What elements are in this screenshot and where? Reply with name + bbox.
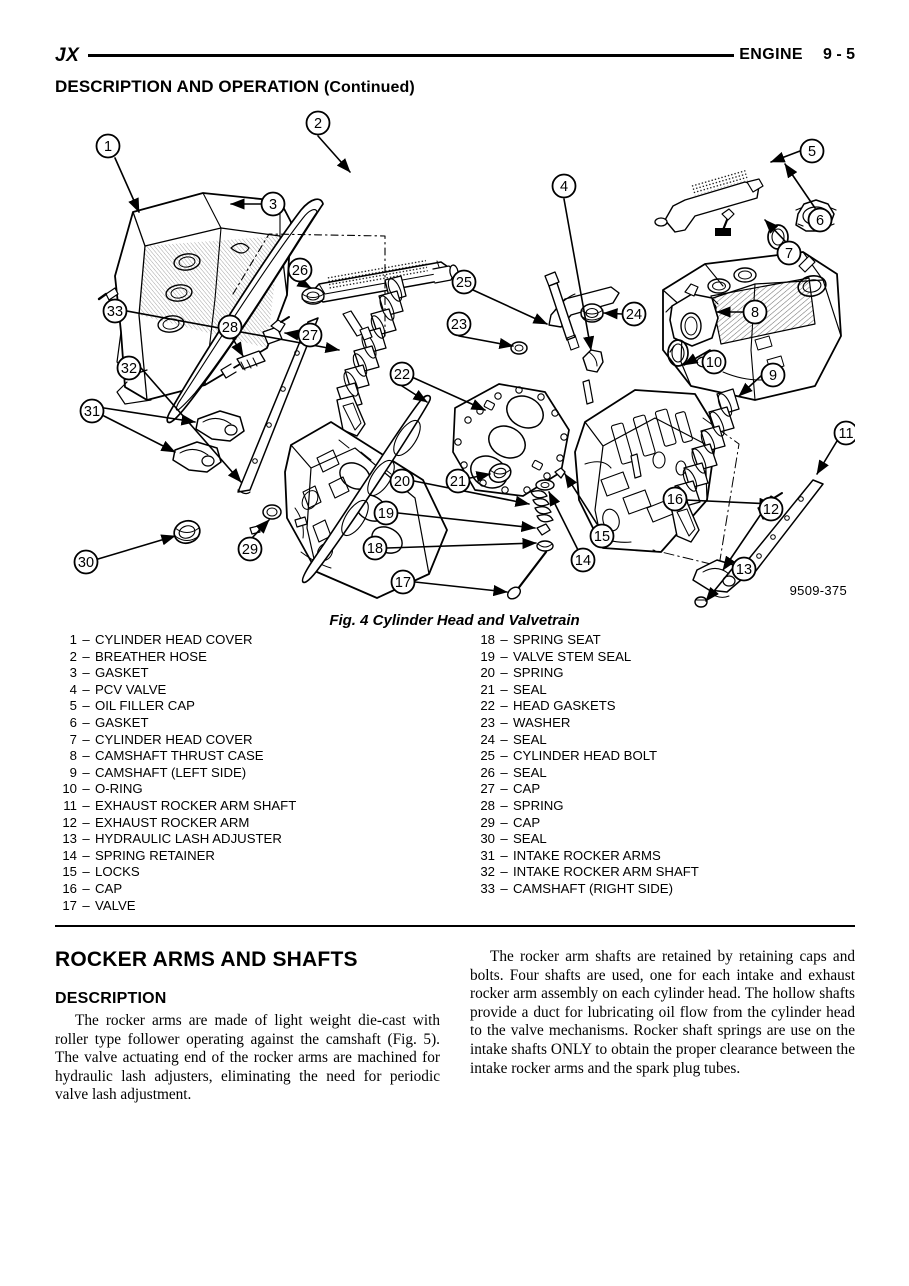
parts-legend-dash: – (82, 797, 90, 813)
parts-legend-label: LOCKS (95, 864, 140, 880)
parts-legend-number: 10 (62, 781, 77, 797)
parts-legend-number: 19 (480, 648, 495, 664)
callout-number: 8 (750, 305, 760, 322)
parts-legend-dash: – (82, 764, 90, 780)
parts-legend-dash: – (82, 864, 90, 880)
callout-18 (364, 537, 387, 560)
parts-legend-number: 2 (69, 648, 77, 664)
page-number: 9 - 5 (822, 46, 855, 63)
callout-13 (733, 558, 756, 581)
parts-legend-item (55, 665, 296, 682)
parts-legend-number: 5 (69, 698, 77, 714)
callout-number: 23 (450, 317, 468, 334)
callout-number: 1 (103, 139, 113, 156)
parts-legend-item (473, 798, 699, 815)
parts-legend-item (473, 864, 699, 881)
parts-legend-label: SPRING RETAINER (95, 847, 215, 863)
callout-4 (553, 175, 576, 198)
callout-29 (239, 538, 262, 561)
parts-legend-label: O-RING (95, 781, 143, 797)
parts-legend-label: CAMSHAFT (RIGHT SIDE) (513, 880, 673, 896)
callout-number: 32 (120, 361, 138, 378)
callout-number: 19 (377, 506, 395, 523)
callout-9 (762, 364, 785, 387)
callout-20 (391, 470, 414, 493)
parts-legend-number: 21 (480, 681, 495, 697)
callout-number: 20 (393, 474, 411, 491)
part-washer-23 (511, 342, 527, 354)
callout-number: 21 (449, 474, 467, 491)
parts-legend-number: 3 (69, 665, 77, 681)
parts-legend-dash: – (500, 797, 508, 813)
parts-legend-column-left (55, 632, 296, 914)
parts-legend-dash: – (82, 632, 90, 647)
parts-legend-item (473, 781, 699, 798)
parts-legend-dash: – (82, 731, 90, 747)
parts-legend-label: CYLINDER HEAD COVER (95, 632, 253, 647)
parts-legend-label: GASKET (95, 665, 149, 681)
callout-31 (81, 400, 104, 423)
part-pcv-hose-upper (655, 169, 763, 232)
text-column-left (55, 948, 440, 1105)
callout-24 (623, 303, 646, 326)
part-camshaft-right (337, 276, 406, 436)
callout-number: 27 (301, 328, 319, 345)
parts-legend-item (473, 848, 699, 865)
part-pcv-valve (583, 350, 603, 372)
parts-legend-number: 8 (69, 748, 77, 764)
callout-27 (299, 324, 322, 347)
parts-legend-label: CYLINDER HEAD COVER (95, 731, 253, 747)
legend-divider-rule (55, 925, 855, 927)
parts-legend-item (55, 881, 296, 898)
parts-legend-dash: – (500, 714, 508, 730)
callout-15 (591, 525, 614, 548)
callout-number: 24 (625, 307, 643, 324)
header-rule (88, 54, 734, 57)
parts-legend-number: 11 (63, 797, 77, 813)
parts-legend-dash: – (500, 781, 508, 797)
figure-caption: Fig. 4 Cylinder Head and Valvetrain (329, 612, 580, 629)
parts-legend-number: 29 (480, 814, 495, 830)
parts-legend-item (473, 632, 699, 649)
parts-legend-dash: – (500, 847, 508, 863)
callout-number: 6 (815, 213, 825, 230)
callout-25 (453, 271, 476, 294)
parts-legend-label: EXHAUST ROCKER ARM (95, 814, 250, 830)
callout-number: 4 (559, 179, 569, 196)
section-heading-text: DESCRIPTION AND OPERATION (55, 77, 320, 96)
parts-legend-item (473, 649, 699, 666)
parts-legend-dash: – (500, 831, 508, 847)
callout-number: 33 (106, 304, 124, 321)
parts-legend-label: SEAL (513, 831, 547, 847)
callout-number: 3 (268, 197, 278, 214)
parts-legend-item (473, 831, 699, 848)
parts-legend-label: CYLINDER HEAD BOLT (513, 748, 658, 764)
callout-number: 9 (768, 368, 778, 385)
parts-legend-number: 33 (480, 880, 495, 896)
paragraph-rocker-arms: The rocker arms are made of light weight die-cast with roller type follower operating against the camshaft (Fig. 5). The valve actuating end of the rocker arms are machined for hydraulic lash adjusters, eliminating the need for periodic valve lash adjustment. (55, 1012, 440, 1104)
parts-legend-label: BREATHER HOSE (95, 648, 207, 664)
callout-16 (664, 488, 687, 511)
section-heading (55, 77, 415, 97)
section-continued-label: (Continued) (323, 79, 415, 96)
parts-legend-dash: – (500, 764, 508, 780)
parts-legend-number: 28 (480, 797, 495, 813)
parts-legend-number: 12 (62, 814, 77, 830)
parts-legend-dash: – (82, 648, 90, 664)
parts-legend-number: 23 (480, 714, 495, 730)
parts-legend-dash: – (500, 681, 508, 697)
parts-legend-number: 16 (62, 880, 77, 896)
callout-number: 12 (762, 502, 780, 519)
parts-legend-item (55, 765, 296, 782)
callout-7 (778, 242, 801, 265)
parts-legend-label: INTAKE ROCKER ARM SHAFT (513, 864, 699, 880)
parts-legend-item (473, 732, 699, 749)
parts-legend-label: SEAL (513, 681, 547, 697)
parts-legend-number: 20 (480, 665, 495, 681)
parts-legend-dash: – (82, 714, 90, 730)
parts-legend-dash: – (82, 698, 90, 714)
parts-legend-item (55, 831, 296, 848)
parts-legend-item (55, 715, 296, 732)
part-bolt-small-top (715, 209, 734, 236)
callout-8 (744, 301, 767, 324)
parts-legend-dash: – (82, 897, 90, 913)
parts-legend-item (55, 798, 296, 815)
callout-14 (572, 549, 595, 572)
parts-legend-item (473, 698, 699, 715)
parts-legend-label: SEAL (513, 764, 547, 780)
callout-number: 5 (807, 144, 817, 161)
parts-legend-number: 13 (62, 831, 77, 847)
callout-number: 28 (221, 320, 239, 337)
callout-21 (447, 470, 470, 493)
parts-legend-label: SPRING SEAT (513, 632, 601, 647)
parts-legend-number: 6 (69, 714, 77, 730)
page-header (55, 42, 855, 68)
callout-23 (448, 313, 471, 336)
callout-6 (809, 209, 832, 232)
parts-legend-item (473, 765, 699, 782)
callout-26 (289, 259, 312, 282)
callout-1 (97, 135, 120, 158)
parts-legend-label: SPRING (513, 665, 564, 681)
parts-legend-number: 18 (480, 632, 495, 647)
callout-number: 31 (83, 404, 101, 421)
callout-33 (104, 300, 127, 323)
parts-legend-number: 9 (69, 764, 77, 780)
parts-legend-number: 30 (480, 831, 495, 847)
parts-legend-label: INTAKE ROCKER ARMS (513, 847, 661, 863)
part-seal-26 (302, 288, 324, 304)
parts-legend-number: 27 (480, 781, 495, 797)
text-column-right (470, 948, 855, 1078)
callout-number: 15 (593, 529, 611, 546)
parts-legend-item (55, 864, 296, 881)
parts-legend-number: 31 (480, 847, 495, 863)
part-exhaust-rocker-arm-shaft (743, 480, 823, 572)
callout-number: 26 (291, 263, 309, 280)
callout-19 (375, 502, 398, 525)
callout-number: 17 (394, 575, 412, 592)
callout-number: 13 (735, 562, 753, 579)
callout-32 (118, 357, 141, 380)
parts-legend-item (55, 748, 296, 765)
parts-legend-dash: – (500, 731, 508, 747)
parts-legend-dash: – (82, 880, 90, 896)
callout-10 (703, 351, 726, 374)
callout-3 (262, 193, 285, 216)
parts-legend-dash: – (500, 880, 508, 896)
parts-legend-number: 1 (69, 632, 77, 647)
parts-legend-number: 25 (480, 748, 495, 764)
parts-legend-item (55, 649, 296, 666)
parts-legend-item (55, 781, 296, 798)
parts-legend-label: CAMSHAFT (LEFT SIDE) (95, 764, 247, 780)
header-model-label: JX (55, 44, 80, 66)
callout-number: 11 (838, 426, 854, 443)
figure-cylinder-head-valvetrain (55, 100, 855, 610)
callout-number: 22 (393, 367, 411, 384)
parts-legend-dash: – (500, 648, 508, 664)
part-seal-30 (171, 518, 203, 547)
header-section-label: ENGINE (739, 46, 803, 63)
parts-legend-item (55, 682, 296, 699)
parts-legend-number: 15 (62, 864, 77, 880)
callout-22 (391, 363, 414, 386)
exploded-view-diagram (55, 100, 855, 610)
callout-number: 14 (574, 553, 592, 570)
parts-legend-label: EXHAUST ROCKER ARM SHAFT (95, 797, 297, 813)
parts-legend-dash: – (82, 847, 90, 863)
callout-5 (801, 140, 824, 163)
parts-legend-item (55, 632, 296, 649)
callout-number: 2 (313, 116, 323, 133)
parts-legend-item (55, 848, 296, 865)
parts-legend-dash: – (82, 814, 90, 830)
callout-number: 10 (705, 355, 723, 372)
parts-legend-dash: – (500, 665, 508, 681)
parts-legend-number: 26 (480, 764, 495, 780)
parts-legend-number: 32 (480, 864, 495, 880)
parts-legend-label: CAP (513, 781, 541, 797)
callout-28 (219, 316, 242, 339)
parts-legend-number: 7 (69, 731, 77, 747)
parts-legend-item (55, 698, 296, 715)
content-heading: ROCKER ARMS AND SHAFTS (55, 948, 358, 971)
parts-legend-dash: – (82, 748, 90, 764)
parts-legend-item (473, 715, 699, 732)
parts-legend-dash: – (500, 864, 508, 880)
parts-legend-label: CAMSHAFT THRUST CASE (95, 748, 264, 764)
parts-legend-item (473, 665, 699, 682)
callout-number: 18 (366, 541, 384, 558)
parts-legend-dash: – (82, 831, 90, 847)
parts-legend-column-right (473, 632, 699, 898)
parts-legend-item (473, 682, 699, 699)
callout-number: 7 (784, 246, 794, 263)
parts-legend-label: HYDRAULIC LASH ADJUSTER (95, 831, 282, 847)
parts-legend-number: 14 (62, 847, 77, 863)
parts-legend-item (55, 898, 296, 915)
callout-11 (835, 422, 856, 445)
parts-legend-label: WASHER (513, 714, 571, 730)
parts-legend-label: GASKET (95, 714, 149, 730)
figure-reference-number: 9509-375 (789, 583, 847, 598)
parts-legend-dash: – (82, 681, 90, 697)
parts-legend-dash: – (82, 665, 90, 681)
parts-legend-number: 4 (69, 681, 77, 697)
part-hydraulic-lash-adjuster (695, 597, 707, 607)
callout-2 (307, 112, 330, 135)
parts-legend-number: 22 (480, 698, 495, 714)
callout-number: 16 (666, 492, 684, 509)
parts-legend-label: VALVE STEM SEAL (513, 648, 632, 664)
parts-legend-label: CAP (95, 880, 123, 896)
callout-number: 29 (241, 542, 259, 559)
parts-legend-item (473, 881, 699, 898)
callout-17 (392, 571, 415, 594)
part-cap-29 (263, 505, 281, 519)
paragraph-rocker-shafts: The rocker arm shafts are retained by retaining caps and bolts. Four shafts are used, one for each intake and exhaust rocker arm assembly on each cylinder head. The hollow shafts provide a duct for lubricating oil flow from the cylinder head to the valve mechanisms. Rocker shaft springs are use on the intake shafts ONLY to obtain the proper clearance between the intake rocker arms and the spark plug tubes. (470, 948, 855, 1077)
parts-legend-label: HEAD GASKETS (513, 698, 616, 714)
parts-legend-item (55, 732, 296, 749)
parts-legend-dash: – (82, 781, 90, 797)
parts-legend-dash: – (500, 632, 508, 647)
parts-legend-label: PCV VALVE (95, 681, 167, 697)
parts-legend-label: CAP (513, 814, 541, 830)
parts-legend-item (55, 815, 296, 832)
parts-legend-label: SEAL (513, 731, 547, 747)
parts-legend-number: 17 (62, 897, 77, 913)
parts-legend-dash: – (500, 748, 508, 764)
parts-legend-item (473, 815, 699, 832)
parts-legend-label: SPRING (513, 797, 564, 813)
callout-12 (760, 498, 783, 521)
part-head-gasket-plate (453, 384, 569, 496)
callout-30 (75, 551, 98, 574)
parts-legend-label: OIL FILLER CAP (95, 698, 195, 714)
parts-legend-dash: – (500, 698, 508, 714)
callout-number: 30 (77, 555, 95, 572)
parts-legend-number: 24 (480, 731, 495, 747)
parts-legend-dash: – (500, 814, 508, 830)
parts-legend-item (473, 748, 699, 765)
parts-legend-label: VALVE (95, 897, 136, 913)
callout-number: 25 (455, 275, 473, 292)
content-subheading: DESCRIPTION (55, 990, 167, 1007)
